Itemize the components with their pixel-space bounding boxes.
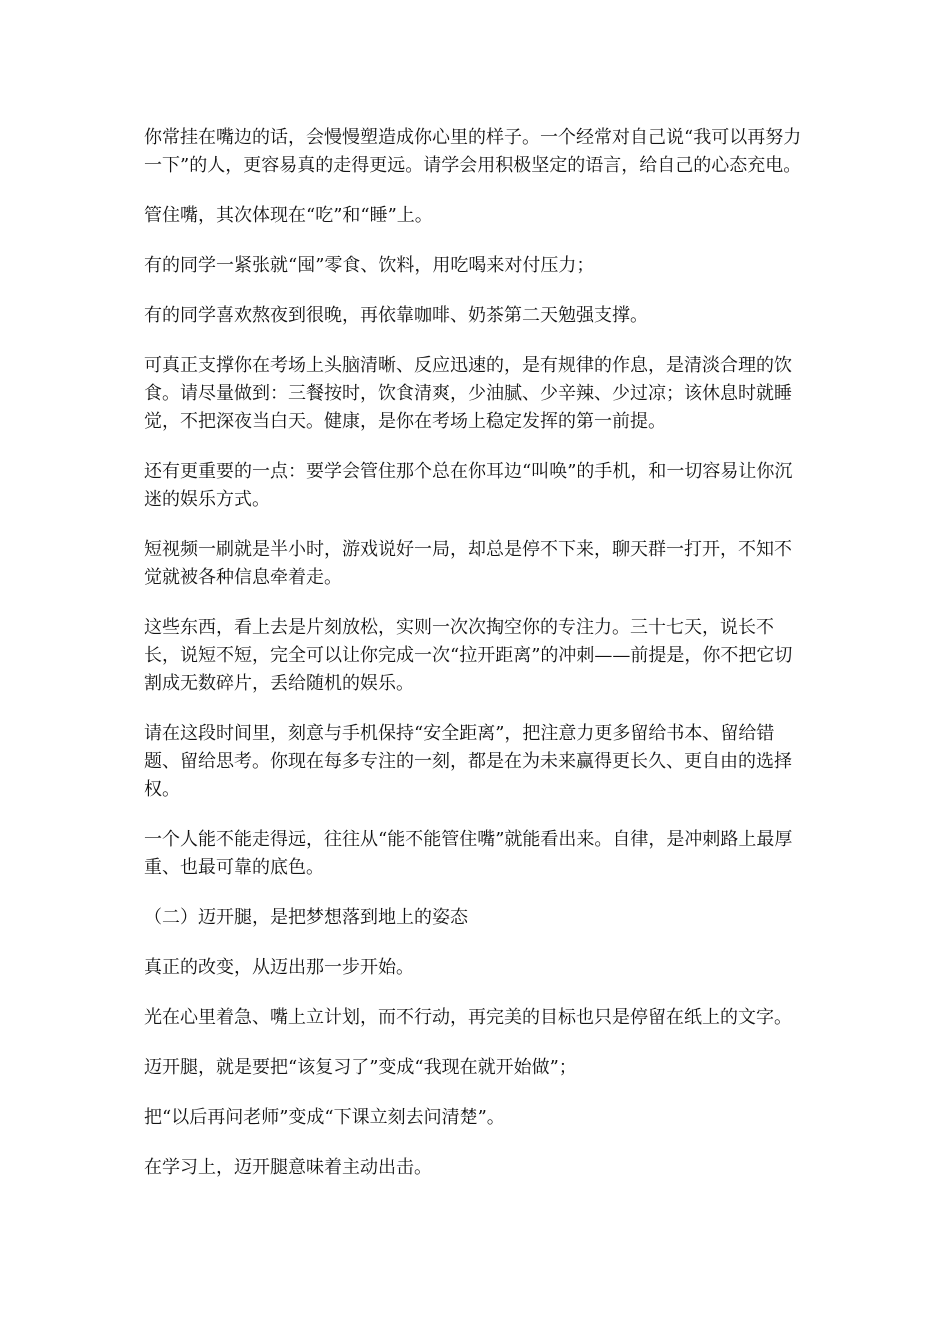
paragraph-safe-distance: 请在这段时间里，刻意与手机保持“安全距离”，把注意力更多留给书本、留给错题、留给思考。你现在每多专注的一刻，都是在为未来赢得更长久、更自由的选择权。 bbox=[144, 723, 792, 800]
paragraph-routine: 可真正支撑你在考场上头脑清晰、反应迅速的，是有规律的作息，是清淡合理的饮食。请尽量做到：三餐按时，饮食清爽，少油腻、少辛辣、少过凉；该休息时就睡觉，不把深夜当白天。健康，是你在考场上稳定发挥的第一前提。 bbox=[144, 355, 792, 432]
paragraph-start-now: 迈开腿，就是要把“该复习了”变成“我现在就开始做”； bbox=[144, 1057, 577, 1078]
paragraph-late-night: 有的同学喜欢熬夜到很晚，再依靠咖啡、奶茶第二天勉强支撑。 bbox=[144, 305, 648, 326]
paragraph-action: 光在心里着急、嘴上立计划，而不行动，再完美的目标也只是停留在纸上的文字。 bbox=[144, 1007, 792, 1028]
document-page bbox=[144, 124, 804, 1204]
paragraph-eat-sleep: 管住嘴，其次体现在“吃”和“睡”上。 bbox=[144, 205, 433, 226]
paragraph-snacks: 有的同学一紧张就“囤”零食、饮料，用吃喝来对付压力； bbox=[144, 255, 595, 276]
paragraph-self-discipline: 一个人能不能走得远，往往从“能不能管住嘴”就能看出来。自律，是冲刺路上最厚重、也最可靠的底色。 bbox=[144, 829, 793, 878]
section-heading-step-out: （二）迈开腿，是把梦想落到地上的姿态 bbox=[144, 907, 468, 928]
paragraph-focus: 这些东西，看上去是片刻放松，实则一次次掏空你的专注力。三十七天，说长不长，说短不短，完全可以让你完成一次“拉开距离”的冲刺——前提是，你不把它切割成无数碎片，丢给随机的娱乐。 bbox=[144, 617, 793, 694]
paragraph-real-change: 真正的改变，从迈出那一步开始。 bbox=[144, 957, 414, 978]
paragraph-phone: 还有更重要的一点：要学会管住那个总在你耳边“叫唤”的手机，和一切容易让你沉迷的娱乐方式。 bbox=[144, 461, 793, 510]
paragraph-ask-teacher: 把“以后再问老师”变成“下课立刻去问清楚”。 bbox=[144, 1107, 505, 1128]
paragraph-initiative: 在学习上，迈开腿意味着主动出击。 bbox=[144, 1157, 432, 1178]
paragraph-self-talk: 你常挂在嘴边的话，会慢慢塑造成你心里的样子。一个经常对自己说“我可以再努力一下”的人，更容易真的走得更远。请学会用积极坚定的语言，给自己的心态充电。 bbox=[144, 127, 802, 176]
paragraph-short-video: 短视频一刷就是半小时，游戏说好一局，却总是停不下来，聊天群一打开，不知不觉就被各种信息牵着走。 bbox=[144, 539, 792, 588]
